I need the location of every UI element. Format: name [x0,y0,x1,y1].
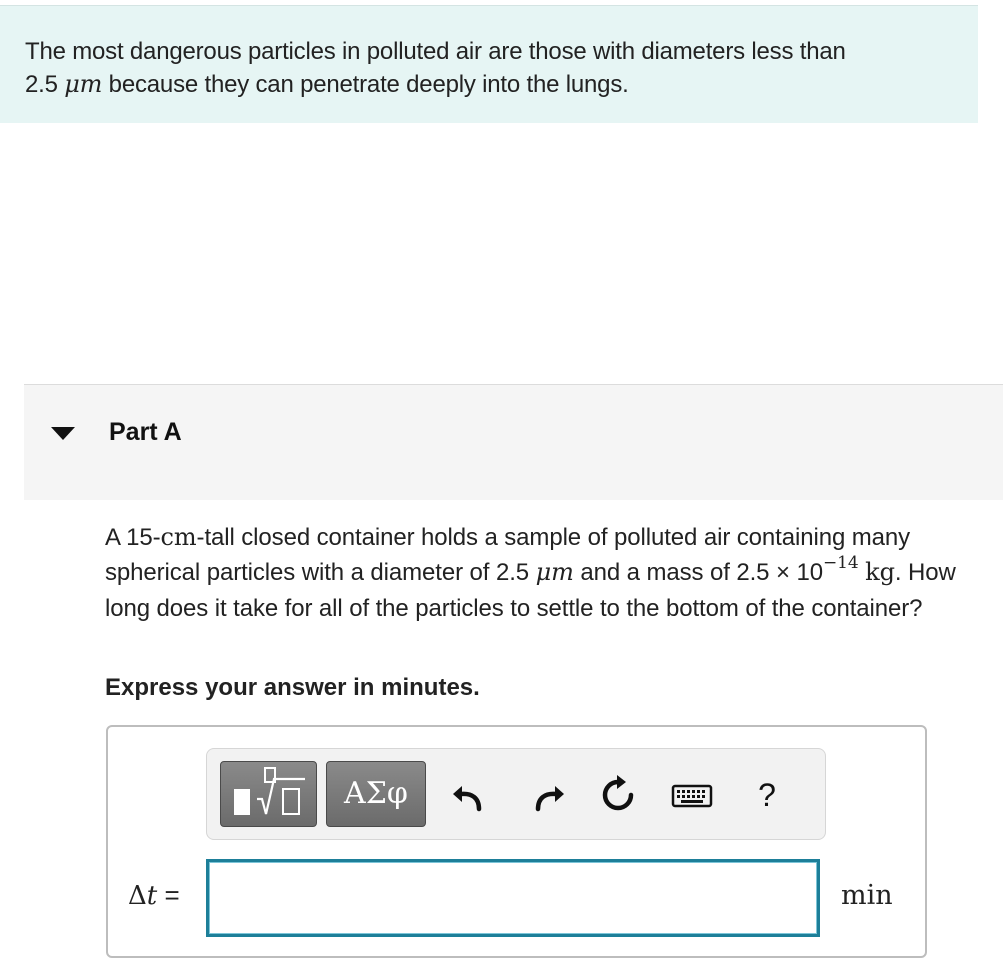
intro-diameter-value: 2.5 [25,71,58,98]
templates-icon [221,762,318,828]
question-unit-kg: kg [865,558,895,586]
redo-icon [525,773,569,817]
part-title: Part A [109,418,182,446]
keyboard-icon [669,773,715,817]
question-exponent: −14 [822,553,859,573]
intro-line-1: The most dangerous particles in polluted air are those with diameters less than [25,38,846,65]
templates-button[interactable] [220,761,317,827]
answer-box [106,725,927,958]
intro-diameter-unit: μm [64,70,103,98]
question-seg-2: -tall closed container holds a sample of polluted air containing many spherical particles with a diameter of 2.5 [105,524,911,586]
answer-variable-label [128,880,180,911]
intro-text [25,36,965,101]
question-seg-3: and a mass of 2.5 × 10 [580,559,823,586]
answer-instruction: Express your answer in minutes. [105,674,480,701]
question-unit-um: μm [535,558,574,586]
undo-button[interactable] [448,773,492,817]
question-unit-cm: cm [160,523,197,551]
delta-symbol: Δ [128,881,147,911]
reset-button[interactable] [596,773,640,817]
equals-sign: = [157,880,180,910]
part-a-header[interactable] [24,384,1003,500]
help-button[interactable]: ? [758,777,776,813]
intro-panel [0,5,978,123]
math-toolbar [206,748,826,840]
greek-symbols-button[interactable]: ΑΣφ [326,761,426,827]
question-seg-1: A 15- [105,524,161,551]
reset-icon [596,773,640,817]
keyboard-button[interactable] [669,773,715,817]
question-text [105,520,1000,626]
redo-button[interactable] [525,773,569,817]
answer-input[interactable] [206,859,820,937]
answer-unit: min [841,880,893,911]
undo-icon [448,773,492,817]
time-variable: t [146,881,158,911]
collapse-triangle-icon[interactable] [51,427,75,440]
question-seg-4: . How long does it take for all of the particles to settle to the bottom of the container? [105,559,956,622]
intro-line-2: because they can penetrate deeply into the lungs. [108,71,629,98]
